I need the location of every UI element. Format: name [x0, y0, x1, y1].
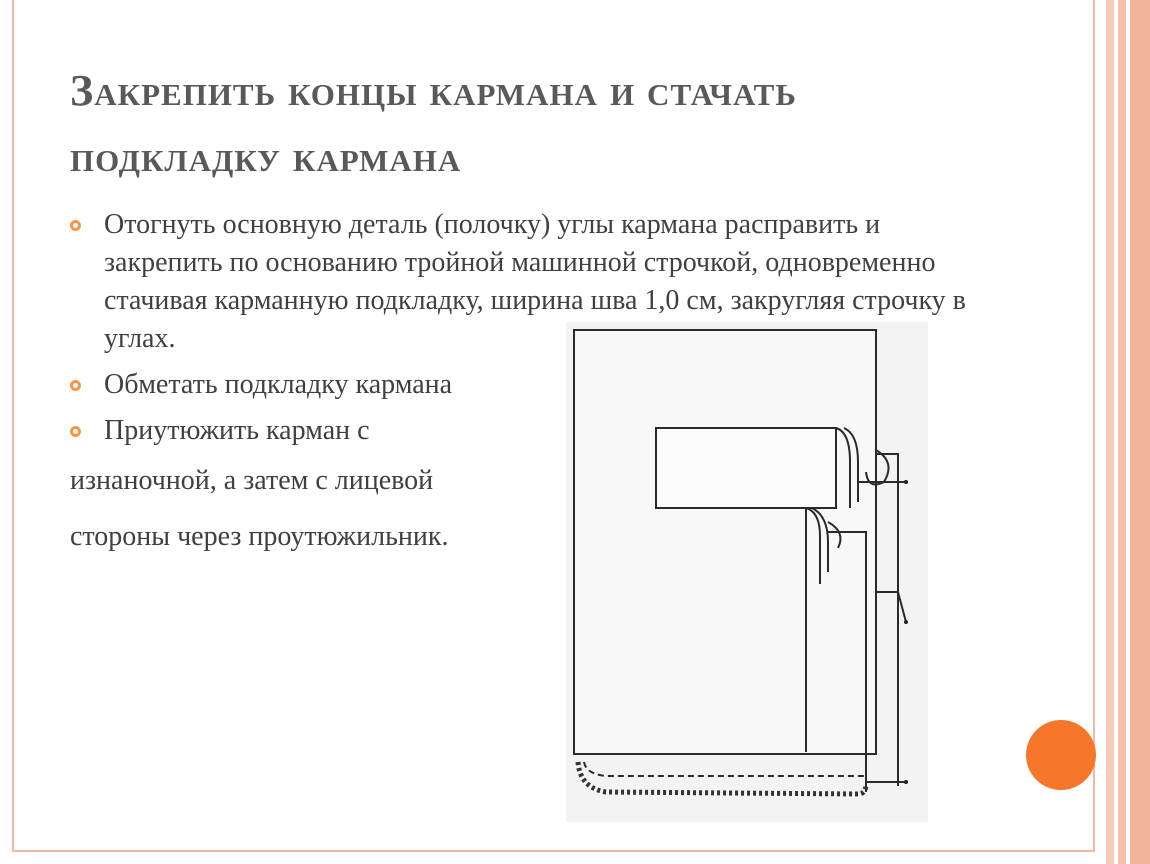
- title-line-2: подкладку кармана: [70, 132, 462, 181]
- garment-panel: [574, 330, 876, 754]
- bullet-text: Отогнуть основную деталь (полочку) углы кармана расправить и закрепить по основанию тройной машинной строчкой, одновременно стачивая карманную подкладку, ширина шва 1,0 см, закругляя строчку в углах.: [104, 209, 966, 354]
- bullet-marker-icon: [70, 220, 81, 231]
- pocket-facing: [656, 428, 836, 508]
- marker-dot: [904, 780, 908, 784]
- bullet-text: Обметать подкладку кармана: [104, 369, 453, 400]
- pocket-diagram: [566, 322, 928, 822]
- decorative-circle: [1026, 720, 1096, 790]
- decorative-stripes: [1102, 0, 1150, 864]
- bullet-marker-icon: [70, 380, 81, 391]
- continuation-line: изнаночной, а затем с лицевой: [70, 465, 434, 496]
- bullet-marker-icon: [70, 426, 81, 437]
- title-line-1: Закрепить концы кармана и стачать: [70, 66, 797, 115]
- marker-dot: [904, 480, 908, 484]
- continuation-line: стороны через проутюжильник.: [70, 521, 449, 552]
- marker-dot: [904, 620, 908, 624]
- bullet-text: Приутюжить карман с: [104, 415, 370, 446]
- slide-title: [70, 58, 1050, 190]
